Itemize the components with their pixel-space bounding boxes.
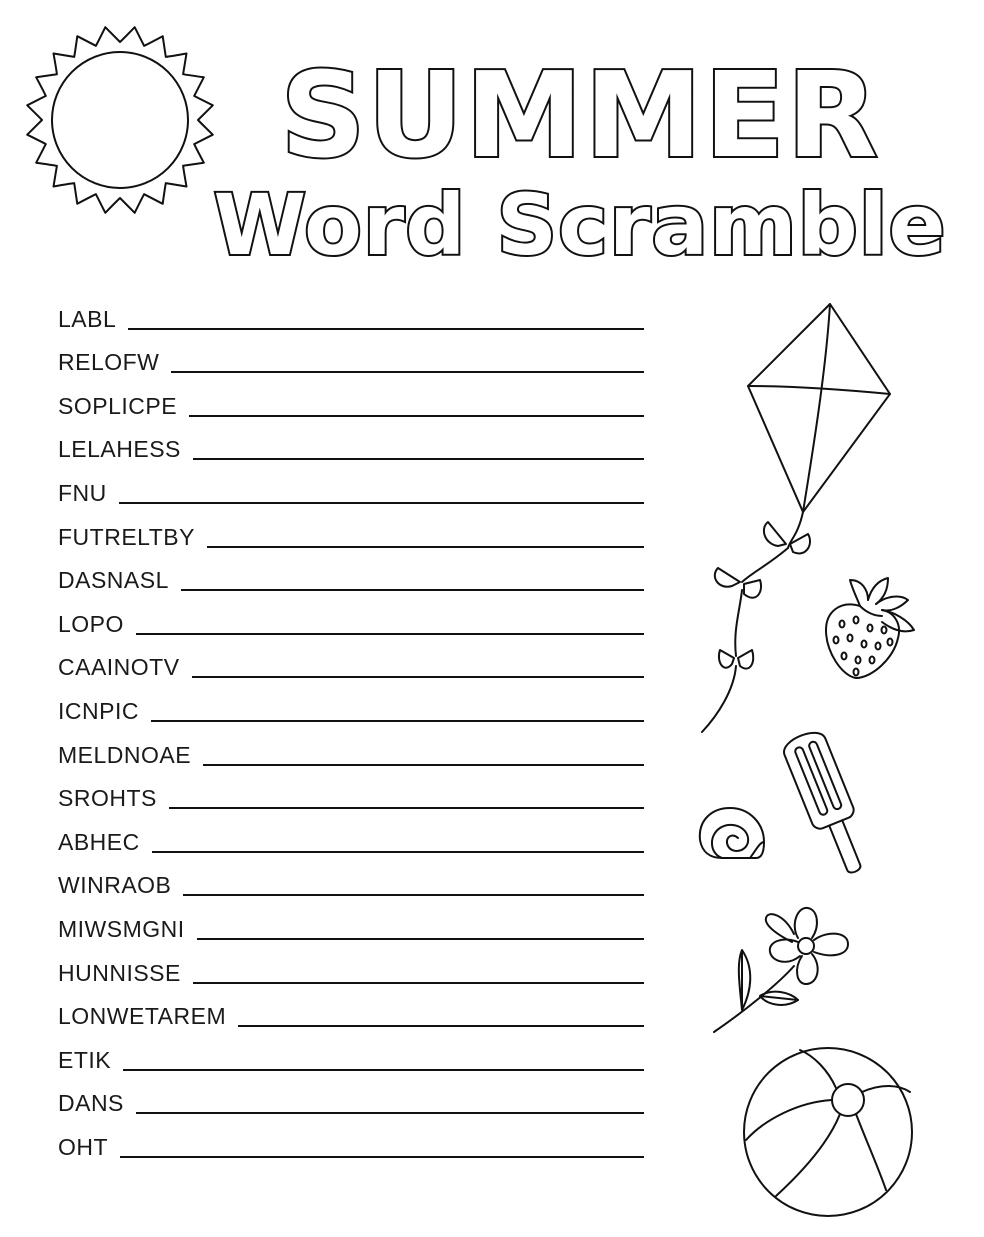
word-row	[58, 421, 644, 465]
answer-line[interactable]	[171, 371, 644, 373]
answer-line[interactable]	[119, 502, 644, 504]
page-subtitle: Word Scramble	[213, 176, 947, 274]
scrambled-word: ICNPIC	[58, 697, 139, 724]
word-row	[58, 552, 644, 596]
word-row	[58, 944, 644, 988]
scrambled-word: SOPLICPE	[58, 392, 178, 419]
scrambled-word: RELOFW	[58, 349, 160, 376]
scrambled-word: LELAHESS	[58, 436, 181, 463]
answer-line[interactable]	[197, 938, 644, 940]
answer-line[interactable]	[193, 458, 644, 460]
scrambled-word: LONWETAREM	[58, 1003, 227, 1030]
word-row	[58, 770, 644, 814]
word-row	[58, 682, 644, 726]
flower-icon	[706, 900, 856, 1040]
scrambled-word: ETIK	[58, 1046, 112, 1073]
word-row	[58, 595, 644, 639]
word-row	[58, 726, 644, 770]
scrambled-word: DANS	[58, 1090, 124, 1117]
page-title: SUMMER	[280, 46, 880, 184]
word-row	[58, 988, 644, 1032]
answer-line[interactable]	[152, 851, 644, 853]
seashell-icon	[694, 800, 770, 866]
scrambled-word: DASNASL	[58, 567, 169, 594]
word-row	[58, 334, 644, 378]
scrambled-word: OHT	[58, 1133, 109, 1160]
answer-line[interactable]	[193, 982, 644, 984]
scrambled-word: LABL	[58, 305, 117, 332]
word-row	[58, 857, 644, 901]
word-row	[58, 813, 644, 857]
answer-line[interactable]	[183, 894, 644, 896]
word-row	[58, 900, 644, 944]
answer-line[interactable]	[120, 1156, 644, 1158]
answer-line[interactable]	[128, 328, 644, 330]
answer-line[interactable]	[238, 1025, 644, 1027]
answer-line[interactable]	[192, 676, 644, 678]
scrambled-word: ABHEC	[58, 828, 140, 855]
word-row	[58, 290, 644, 334]
word-row	[58, 1118, 644, 1162]
word-row	[58, 377, 644, 421]
word-row	[58, 639, 644, 683]
scrambled-word: HUNNISSE	[58, 959, 181, 986]
beach-ball-icon	[740, 1044, 916, 1220]
scrambled-word: WINRAOB	[58, 872, 172, 899]
scrambled-word: MIWSMGNI	[58, 915, 185, 942]
word-list	[58, 290, 644, 1162]
strawberry-icon	[820, 572, 920, 684]
popsicle-icon	[770, 724, 890, 886]
scrambled-word: MELDNOAE	[58, 741, 192, 768]
scrambled-word: SROHTS	[58, 785, 157, 812]
word-row	[58, 1031, 644, 1075]
scrambled-word: LOPO	[58, 610, 124, 637]
answer-line[interactable]	[136, 633, 644, 635]
scrambled-word: FNU	[58, 479, 107, 506]
sun-icon	[22, 28, 222, 228]
answer-line[interactable]	[203, 764, 644, 766]
scrambled-word: CAAINOTV	[58, 654, 180, 681]
answer-line[interactable]	[181, 589, 644, 591]
word-row	[58, 464, 644, 508]
answer-line[interactable]	[136, 1112, 644, 1114]
word-row	[58, 1075, 644, 1119]
answer-line[interactable]	[169, 807, 644, 809]
answer-line[interactable]	[189, 415, 644, 417]
answer-line[interactable]	[207, 546, 644, 548]
scrambled-word: FUTRELTBY	[58, 523, 195, 550]
word-row	[58, 508, 644, 552]
answer-line[interactable]	[151, 720, 644, 722]
answer-line[interactable]	[123, 1069, 644, 1071]
